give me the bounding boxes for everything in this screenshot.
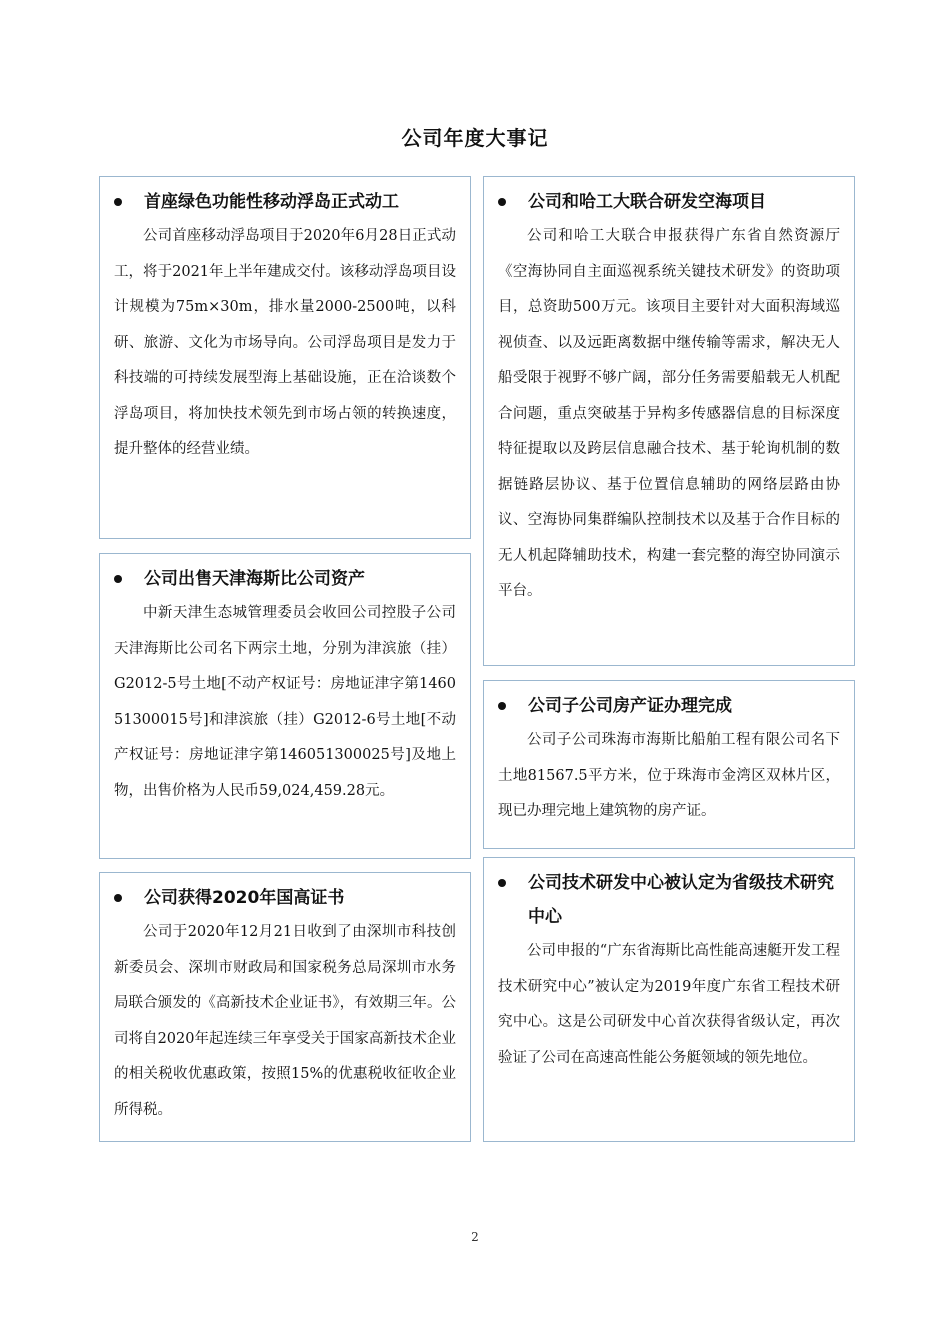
event-heading-text: 公司技术研发中心被认定为省级技术研究中心 bbox=[528, 873, 834, 927]
event-heading-text: 公司子公司房产证办理完成 bbox=[528, 696, 732, 716]
event-card-property-certificate bbox=[483, 680, 855, 849]
event-heading bbox=[498, 689, 840, 723]
event-heading bbox=[114, 185, 456, 219]
event-body: 公司子公司珠海市海斯比船舶工程有限公司名下土地81567.5平方米，位于珠海市金湾区双林片区，现已办理完地上建筑物的房产证。 bbox=[498, 732, 840, 819]
event-heading-text: 首座绿色功能性移动浮岛正式动工 bbox=[144, 192, 399, 212]
page-title: 公司年度大事记 bbox=[401, 126, 549, 150]
page-number: 2 bbox=[471, 1230, 479, 1244]
event-heading bbox=[114, 562, 456, 596]
event-heading bbox=[498, 185, 840, 219]
bullet-icon bbox=[114, 894, 122, 902]
event-card-rd-center bbox=[483, 857, 855, 1142]
event-body: 公司和哈工大联合申报获得广东省自然资源厅《空海协同自主面巡视系统关键技术研发》的资助项目，总资助500万元。该项目主要针对大面积海域巡视侦查、以及远距离数据中继传输等需求，解决无人船受限于视野不够广阔，部分任务需要船载无人机配合问题，重点突破基于异构多传感器信息的目标深度特征提取以及跨层信息融合技术、基于轮询机制的数据链路层协议、基于位置信息辅助的网络层路由协议、空海协同集群编队控制技术以及基于合作目标的无人机起降辅助技术，构建一套完整的海空协同演示平台。 bbox=[498, 228, 840, 599]
event-heading bbox=[114, 881, 456, 915]
event-heading-text: 公司和哈工大联合研发空海项目 bbox=[528, 192, 766, 212]
event-body: 公司申报的“广东省海斯比高性能高速艇开发工程技术研究中心”被认定为2019年度广东省工程技术研究中心。这是公司研发中心首次获得省级认定，再次验证了公司在高速高性能公务艇领域的领先地位。 bbox=[498, 943, 840, 1066]
event-card-air-sea-project bbox=[483, 176, 855, 666]
bullet-icon bbox=[498, 879, 506, 887]
event-body: 公司于2020年12月21日收到了由深圳市科技创新委员会、深圳市财政局和国家税务总局深圳市水务局联合颁发的《高新技术企业证书》，有效期三年。公司将自2020年起连续三年享受关于国家高新技术企业的相关税收优惠政策，按照15%的优惠税收征收企业所得税。 bbox=[114, 924, 456, 1118]
event-heading bbox=[498, 866, 840, 934]
event-body: 公司首座移动浮岛项目于2020年6月28日正式动工，将于2021年上半年建成交付。该移动浮岛项目设计规模为75m×30m，排水量2000-2500吨，以科研、旅游、文化为市场导向。公司浮岛项目是发力于科技端的可持续发展型海上基础设施，正在洽谈数个浮岛项目，将加快技术领先到市场占领的转换速度，提升整体的经营业绩。 bbox=[114, 228, 456, 457]
bullet-icon bbox=[498, 702, 506, 710]
bullet-icon bbox=[114, 198, 122, 206]
event-body: 中新天津生态城管理委员会收回公司控股子公司天津海斯比公司名下两宗土地，分别为津滨旅（挂）G2012-5号土地[不动产权证号：房地证津字第146051300015号]和津滨旅（挂）G2012-6号土地[不动产权证号：房地证津字第146051300025号]及地上物，出售价格为人民币59,024,459.28元。 bbox=[114, 605, 456, 799]
event-card-floating-island bbox=[99, 176, 471, 539]
event-heading-text: 公司出售天津海斯比公司资产 bbox=[144, 569, 365, 589]
event-card-high-tech-certificate bbox=[99, 872, 471, 1142]
bullet-icon bbox=[114, 575, 122, 583]
event-card-tianjin-assets bbox=[99, 553, 471, 859]
bullet-icon bbox=[498, 198, 506, 206]
event-heading-text: 公司获得2020年国高证书 bbox=[144, 888, 345, 908]
